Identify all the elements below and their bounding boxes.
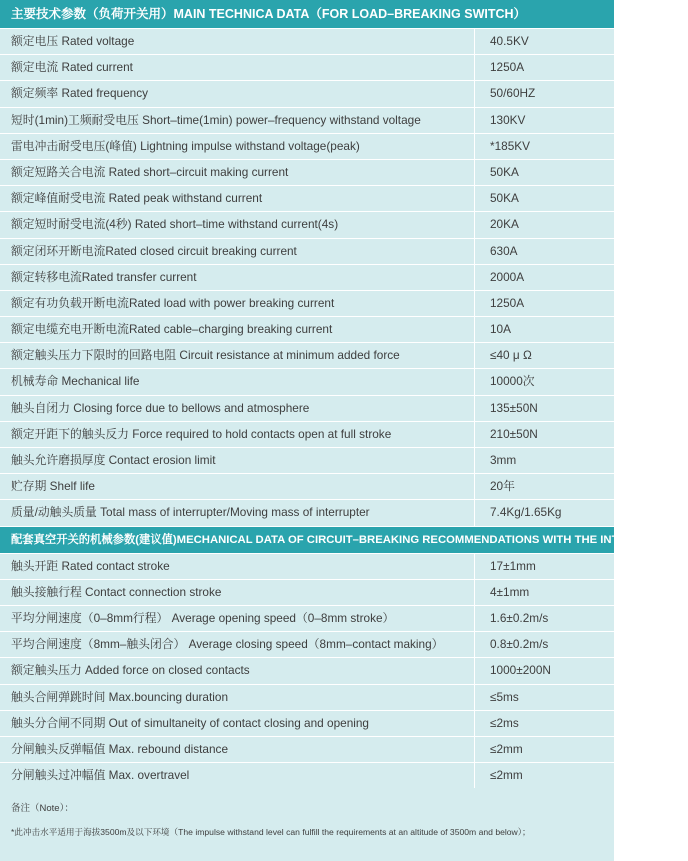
table-row	[0, 579, 614, 605]
table-row	[0, 710, 614, 736]
main-data-title: 主要技术参数（负荷开关用）MAIN TECHNICA DATA（FOR LOAD–BREAKING SWITCH）	[0, 0, 614, 28]
table-row	[0, 185, 614, 211]
notes-section	[0, 788, 614, 838]
param-value: 10000次	[490, 374, 535, 389]
table-row	[0, 553, 614, 579]
param-label: 机械寿命 Mechanical life	[0, 369, 475, 394]
param-label: 额定电压 Rated voltage	[0, 29, 475, 54]
param-label: 额定短路关合电流 Rated short–circuit making current	[0, 160, 475, 185]
table-row	[0, 631, 614, 657]
table-row	[0, 762, 614, 788]
table-row	[0, 473, 614, 499]
table-row	[0, 499, 614, 525]
table-row	[0, 211, 614, 237]
table-row	[0, 80, 614, 106]
param-label: 额定触头压力下限时的回路电阻 Circuit resistance at minimum added force	[0, 343, 475, 368]
param-label: 额定电流 Rated current	[0, 55, 475, 80]
param-value: 17±1mm	[490, 558, 536, 573]
param-value: ≤2ms	[490, 715, 519, 730]
param-value: ≤40 μ Ω	[490, 348, 532, 363]
param-label: 额定有功负载开断电流Rated load with power breaking current	[0, 291, 475, 316]
table-row	[0, 238, 614, 264]
mechanical-data-title: 配套真空开关的机械参数(建议值)MECHANICAL DATA OF CIRCUIT–BREAKING RECOMMENDATIONS WITH THE INTERRUPTERS	[0, 526, 614, 553]
param-value: 1250A	[490, 60, 525, 75]
param-value: 20年	[490, 479, 515, 494]
param-label: 触头自闭力 Closing force due to bellows and atmosphere	[0, 396, 475, 421]
param-label: 触头允许磨损厚度 Contact erosion limit	[0, 448, 475, 473]
param-value: 4±1mm	[490, 584, 530, 599]
param-value: 210±50N	[490, 426, 538, 441]
note-line: *此冲击水平适用于海拔3500m及以下环境（The impulse withstand level can fulfill the requirements at an altitude of 3500m and below）；	[11, 827, 531, 838]
param-label: 触头合闸弹跳时间 Max.bouncing duration	[0, 685, 475, 710]
param-label: 触头接触行程 Contact connection stroke	[0, 580, 475, 605]
table-row	[0, 290, 614, 316]
table-row	[0, 605, 614, 631]
table-row	[0, 368, 614, 394]
param-value: *185KV	[490, 138, 531, 153]
table-row	[0, 342, 614, 368]
param-label: 触头开距 Rated contact stroke	[0, 554, 475, 579]
param-value: 1000±200N	[490, 663, 551, 678]
table-row	[0, 133, 614, 159]
param-label: 额定触头压力 Added force on closed contacts	[0, 658, 475, 683]
param-value: 2000A	[490, 269, 525, 284]
param-label: 平均合闸速度（8mm–触头闭合） Average closing speed（8mm–contact making）	[0, 632, 475, 657]
table-row	[0, 395, 614, 421]
param-label: 短时(1min)工频耐受电压 Short–time(1min) power–frequency withstand voltage	[0, 108, 475, 133]
param-value: 1250A	[490, 295, 525, 310]
param-label: 额定闭环开断电流Rated closed circuit breaking current	[0, 239, 475, 264]
param-value: ≤5ms	[490, 689, 519, 704]
table-row	[0, 107, 614, 133]
table-row	[0, 264, 614, 290]
param-value: 135±50N	[490, 400, 538, 415]
table-row	[0, 54, 614, 80]
param-value: 3mm	[490, 453, 517, 467]
table-row	[0, 684, 614, 710]
param-value: 7.4Kg/1.65Kg	[490, 505, 562, 520]
param-value: 50KA	[490, 164, 519, 179]
table-row	[0, 159, 614, 185]
table-row	[0, 657, 614, 683]
param-value: 130KV	[490, 112, 526, 127]
param-label: 分闸触头反弹幅值 Max. rebound distance	[0, 737, 475, 762]
param-value: 50/60HZ	[490, 86, 536, 101]
table-row	[0, 421, 614, 447]
param-value: ≤2mm	[490, 741, 523, 756]
mechanical-data-table	[0, 553, 614, 789]
param-value: 50KA	[490, 191, 519, 206]
param-label: 雷电冲击耐受电压(峰值) Lightning impulse withstand voltage(peak)	[0, 134, 475, 159]
param-label: 额定峰值耐受电流 Rated peak withstand current	[0, 186, 475, 211]
param-value: 20KA	[490, 217, 519, 232]
param-label: 分闸触头过冲幅值 Max. overtravel	[0, 763, 475, 788]
param-value: 1.6±0.2m/s	[490, 610, 549, 625]
table-row	[0, 736, 614, 762]
param-label: 额定频率 Rated frequency	[0, 81, 475, 106]
table-row	[0, 28, 614, 54]
param-value: ≤2mm	[490, 768, 523, 783]
param-label: 额定转移电流Rated transfer current	[0, 265, 475, 290]
table-row	[0, 316, 614, 342]
param-value: 630A	[490, 243, 518, 258]
param-label: 额定电缆充电开断电流Rated cable–charging breaking current	[0, 317, 475, 342]
param-label: 额定开距下的触头反力 Force required to hold contacts open at full stroke	[0, 422, 475, 447]
param-label: 额定短时耐受电流(4秒) Rated short–time withstand current(4s)	[0, 212, 475, 237]
param-label: 触头分合闸不同期 Out of simultaneity of contact closing and opening	[0, 711, 475, 736]
main-data-table	[0, 28, 614, 526]
param-value: 40.5KV	[490, 34, 529, 48]
param-value: 10A	[490, 322, 511, 337]
param-label: 质量/动触头质量 Total mass of interrupter/Moving mass of interrupter	[0, 500, 475, 525]
param-value: 0.8±0.2m/s	[490, 637, 549, 652]
param-label: 平均分闸速度（0–8mm行程） Average opening speed（0–8mm stroke）	[0, 606, 475, 631]
note-heading: 备注（Note）：	[11, 803, 74, 815]
table-row	[0, 447, 614, 473]
param-label: 贮存期 Shelf life	[0, 474, 475, 499]
